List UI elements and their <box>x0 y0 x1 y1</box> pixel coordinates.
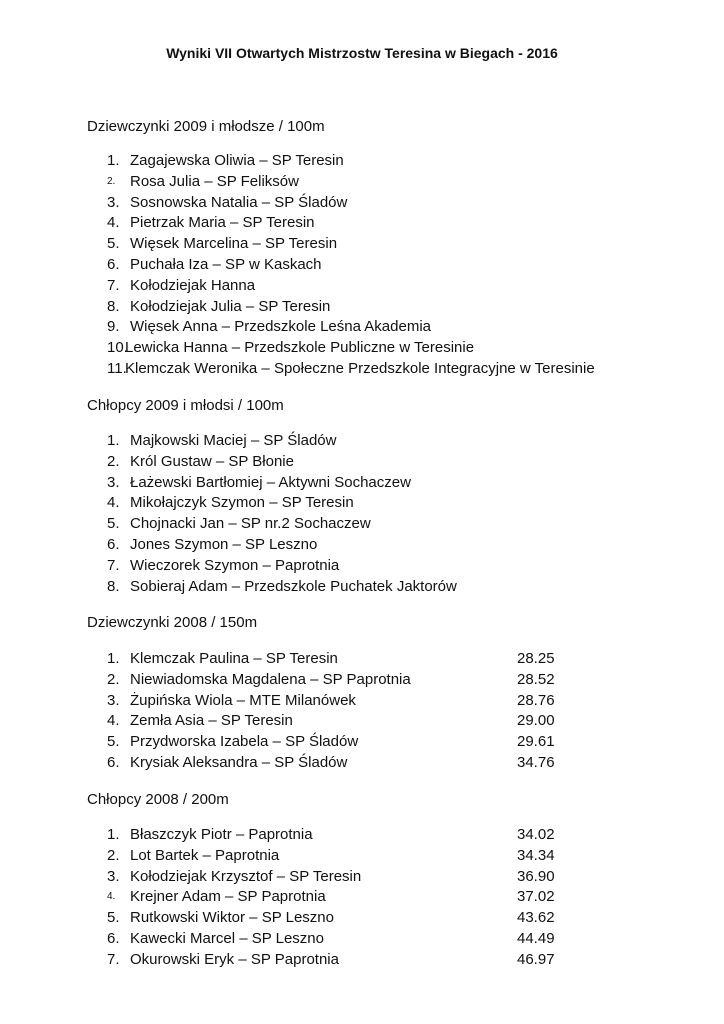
list-item <box>87 172 647 193</box>
rank-number: 3. <box>107 473 120 491</box>
rank-number: 1. <box>107 152 120 169</box>
rank-number: 2. <box>107 846 120 864</box>
list-item <box>87 297 647 318</box>
section-heading-boys-2008: Chłopcy 2008 / 200m <box>87 791 229 808</box>
rank-number: 7. <box>107 276 120 294</box>
list-item <box>87 493 647 514</box>
results-list-boys-2008 <box>87 825 647 971</box>
result-time: 29.00 <box>517 712 555 730</box>
competitor-name: Klemczak Weronika – Społeczne Przedszkole Integracyjne w Teresinie <box>125 359 595 377</box>
competitor-name: Krysiak Aleksandra – SP Śladów <box>130 753 348 771</box>
list-item <box>87 535 647 556</box>
rank-number: 6. <box>107 535 120 553</box>
competitor-name: Zagajewska Oliwia – SP Teresin <box>130 152 344 169</box>
rank-number: 2. <box>107 670 120 688</box>
list-item <box>87 825 647 846</box>
competitor-name: Lewicka Hanna – Przedszkole Publiczne w Teresinie <box>125 339 475 357</box>
result-time: 34.76 <box>517 753 555 771</box>
list-item <box>87 431 647 452</box>
list-item <box>87 887 647 908</box>
rank-number: 7. <box>107 950 120 968</box>
list-item <box>87 753 647 774</box>
list-item <box>87 732 647 753</box>
list-item <box>87 193 647 214</box>
result-time: 36.90 <box>517 867 555 885</box>
competitor-name: Klemczak Paulina – SP Teresin <box>130 650 338 667</box>
rank-number: 5. <box>107 515 120 533</box>
result-time: 34.34 <box>517 846 555 864</box>
rank-number: 3. <box>107 867 120 885</box>
list-item <box>87 234 647 255</box>
competitor-name: Kawecki Marcel – SP Leszno <box>130 929 324 947</box>
result-time: 34.02 <box>517 826 555 843</box>
list-item <box>87 577 647 598</box>
list-item <box>87 670 647 691</box>
list-item <box>87 908 647 929</box>
competitor-name: Niewiadomska Magdalena – SP Paprotnia <box>130 670 411 688</box>
competitor-name: Lot Bartek – Paprotnia <box>130 846 280 864</box>
rank-number: 6. <box>107 753 120 771</box>
rank-number: 5. <box>107 733 120 751</box>
rank-number: 9. <box>107 318 120 336</box>
rank-number: 4. <box>107 494 120 512</box>
list-item <box>87 846 647 867</box>
competitor-name: Więsek Anna – Przedszkole Leśna Akademia <box>130 318 432 336</box>
rank-number: 5. <box>107 235 120 253</box>
rank-number: 8. <box>107 577 120 595</box>
competitor-name: Więsek Marcelina – SP Teresin <box>130 235 338 253</box>
rank-number: 8. <box>107 297 120 315</box>
rank-number: 3. <box>107 691 120 709</box>
rank-number: 10. <box>107 339 128 357</box>
rank-number: 1. <box>107 826 120 843</box>
rank-number: 2. <box>107 452 120 470</box>
competitor-name: Król Gustaw – SP Błonie <box>130 452 294 470</box>
result-time: 28.25 <box>517 650 555 667</box>
rank-number: 5. <box>107 909 120 927</box>
list-item <box>87 338 647 359</box>
list-item <box>87 151 647 172</box>
competitor-name: Sobieraj Adam – Przedszkole Puchatek Jaktorów <box>130 577 457 595</box>
competitor-name: Kołodziejak Julia – SP Teresin <box>130 297 331 315</box>
competitor-name: Kołodziejak Krzysztof – SP Teresin <box>130 867 362 885</box>
rank-number: 6. <box>107 929 120 947</box>
list-item <box>87 359 647 380</box>
list-item <box>87 317 647 338</box>
section-heading-boys-2009: Chłopcy 2009 i młodsi / 100m <box>87 397 284 414</box>
list-item <box>87 514 647 535</box>
results-list-girls-2009 <box>87 151 647 380</box>
competitor-name: Łażewski Bartłomiej – Aktywni Sochaczew <box>130 473 411 491</box>
list-item <box>87 649 647 670</box>
rank-number: 7. <box>107 556 120 574</box>
list-item <box>87 452 647 473</box>
result-time: 28.52 <box>517 670 555 688</box>
competitor-name: Jones Szymon – SP Leszno <box>130 535 318 553</box>
rank-number: 4. <box>107 712 120 730</box>
list-item <box>87 711 647 732</box>
competitor-name: Krejner Adam – SP Paprotnia <box>130 888 326 906</box>
competitor-name: Mikołajczyk Szymon – SP Teresin <box>130 494 354 512</box>
list-item <box>87 691 647 712</box>
competitor-name: Rosa Julia – SP Feliksów <box>130 172 299 190</box>
results-list-boys-2009 <box>87 431 647 597</box>
competitor-name: Pietrzak Maria – SP Teresin <box>130 214 315 232</box>
competitor-name: Majkowski Maciej – SP Śladów <box>130 432 337 449</box>
competitor-name: Zemła Asia – SP Teresin <box>130 712 293 730</box>
competitor-name: Rutkowski Wiktor – SP Leszno <box>130 909 334 927</box>
result-time: 29.61 <box>517 733 555 751</box>
section-heading-girls-2008: Dziewczynki 2008 / 150m <box>87 614 258 631</box>
rank-number: 11. <box>107 359 127 377</box>
competitor-name: Przydworska Izabela – SP Śladów <box>130 733 359 751</box>
competitor-name: Żupińska Wiola – MTE Milanówek <box>130 691 356 709</box>
competitor-name: Kołodziejak Hanna <box>130 276 256 294</box>
rank-number: 4. <box>107 214 120 232</box>
competitor-name: Sosnowska Natalia – SP Śladów <box>130 193 348 211</box>
rank-number: 1. <box>107 432 120 449</box>
list-item <box>87 867 647 888</box>
rank-number: 6. <box>107 255 120 273</box>
rank-number: 2. <box>107 175 116 187</box>
results-list-girls-2008 <box>87 649 647 774</box>
result-time: 44.49 <box>517 929 555 947</box>
result-time: 46.97 <box>517 950 555 968</box>
list-item <box>87 473 647 494</box>
rank-number: 4. <box>107 891 116 903</box>
list-item <box>87 255 647 276</box>
competitor-name: Okurowski Eryk – SP Paprotnia <box>130 950 339 968</box>
result-time: 28.76 <box>517 691 555 709</box>
competitor-name: Puchała Iza – SP w Kaskach <box>130 255 322 273</box>
section-heading-girls-2009: Dziewczynki 2009 i młodsze / 100m <box>87 118 325 135</box>
document-title: Wyniki VII Otwartych Mistrzostw Teresina w Biegach - 2016 <box>166 45 558 61</box>
list-item <box>87 950 647 971</box>
competitor-name: Wieczorek Szymon – Paprotnia <box>130 556 340 574</box>
rank-number: 3. <box>107 193 120 211</box>
list-item <box>87 929 647 950</box>
result-time: 43.62 <box>517 909 555 927</box>
competitor-name: Błaszczyk Piotr – Paprotnia <box>130 826 313 843</box>
list-item <box>87 213 647 234</box>
rank-number: 1. <box>107 650 120 667</box>
result-time: 37.02 <box>517 888 555 906</box>
list-item <box>87 556 647 577</box>
competitor-name: Chojnacki Jan – SP nr.2 Sochaczew <box>130 515 371 533</box>
list-item <box>87 276 647 297</box>
